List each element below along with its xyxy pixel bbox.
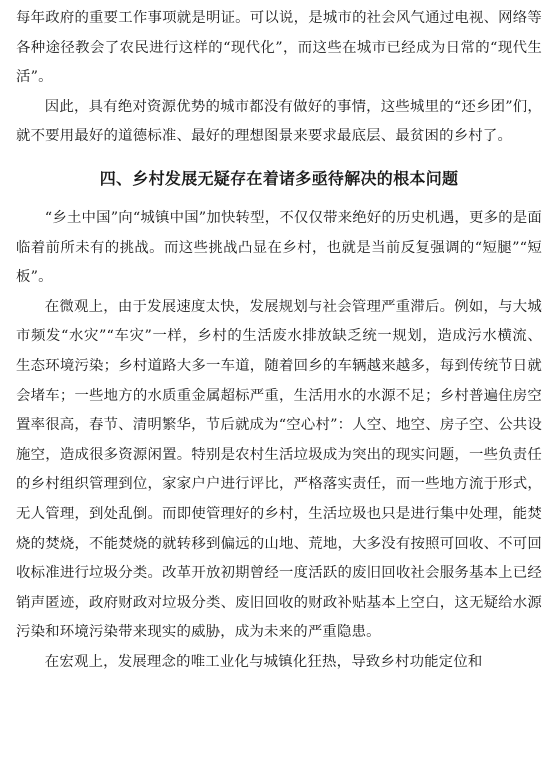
paragraph-intro-continuation: 每年政府的重要工作事项就是明证。可以说，是城市的社会风气通过电视、网络等各种途径教会了农民进行这样的“现代化”，而这些在城市已经成为日常的“现代生活”。 [16,10,542,86]
paragraph-micro-level-issues: 在微观上，由于发展速度太快，发展规划与社会管理严重滞后。例如，与大城市频发“水灾”“车灾”一样，乡村的生活废水排放缺乏统一规划，造成污水横流、生态环境污染；乡村道路大多一车道，随着回乡的车辆越来越多，每到传统节日就会堵车；一些地方的水质重金属超标严重，生活用水的水源不足；乡村普遍住房空置率很高，春节、清明繁华，节后就成为“空心村”：人空、地空、房子空、公共设施空，造成很多资源闲置。特别是农村生活垃圾成为突出的现实问题，一些负责任的乡村组织管理到位，家家户户进行评比，严格落实责任，而一些地方流于形式，无人管理，到处乱倒。而即使管理好的乡村，生活垃圾也只是进行集中处理，能焚烧的焚烧，不能焚烧的就转移到偏远的山地、荒地，大多没有按照可回收、不可回收标准进行垃圾分类。改革开放初期曾经一度活跃的废旧回收社会服务基本上已经销声匿迹，政府财政对垃圾分类、废旧回收的财政补贴基本上空白，这无疑给水源污染和环境污染带来现实的威胁，成为未来的严重隐患。 [16,298,542,641]
paragraph-transition-challenges: “乡土中国”向“城镇中国”加快转型，不仅仅带来绝好的历史机遇，更多的是面临着前所未有的挑战。而这些挑战凸显在乡村，也就是当前反复强调的“短腿”“短板”。 [16,209,542,286]
paragraph-rural-standards: 因此，具有绝对资源优势的城市都没有做好的事情，这些城里的“还乡团”们，就不要用最好的道德标准、最好的理想图景来要求最底层、最贫困的乡村了。 [16,98,542,145]
paragraph-macro-level-start: 在宏观上，发展理念的唯工业化与城镇化狂热，导致乡村功能定位和 [44,653,483,670]
section-heading: 四、乡村发展无疑存在着诸多亟待解决的根本问题 [99,168,459,188]
